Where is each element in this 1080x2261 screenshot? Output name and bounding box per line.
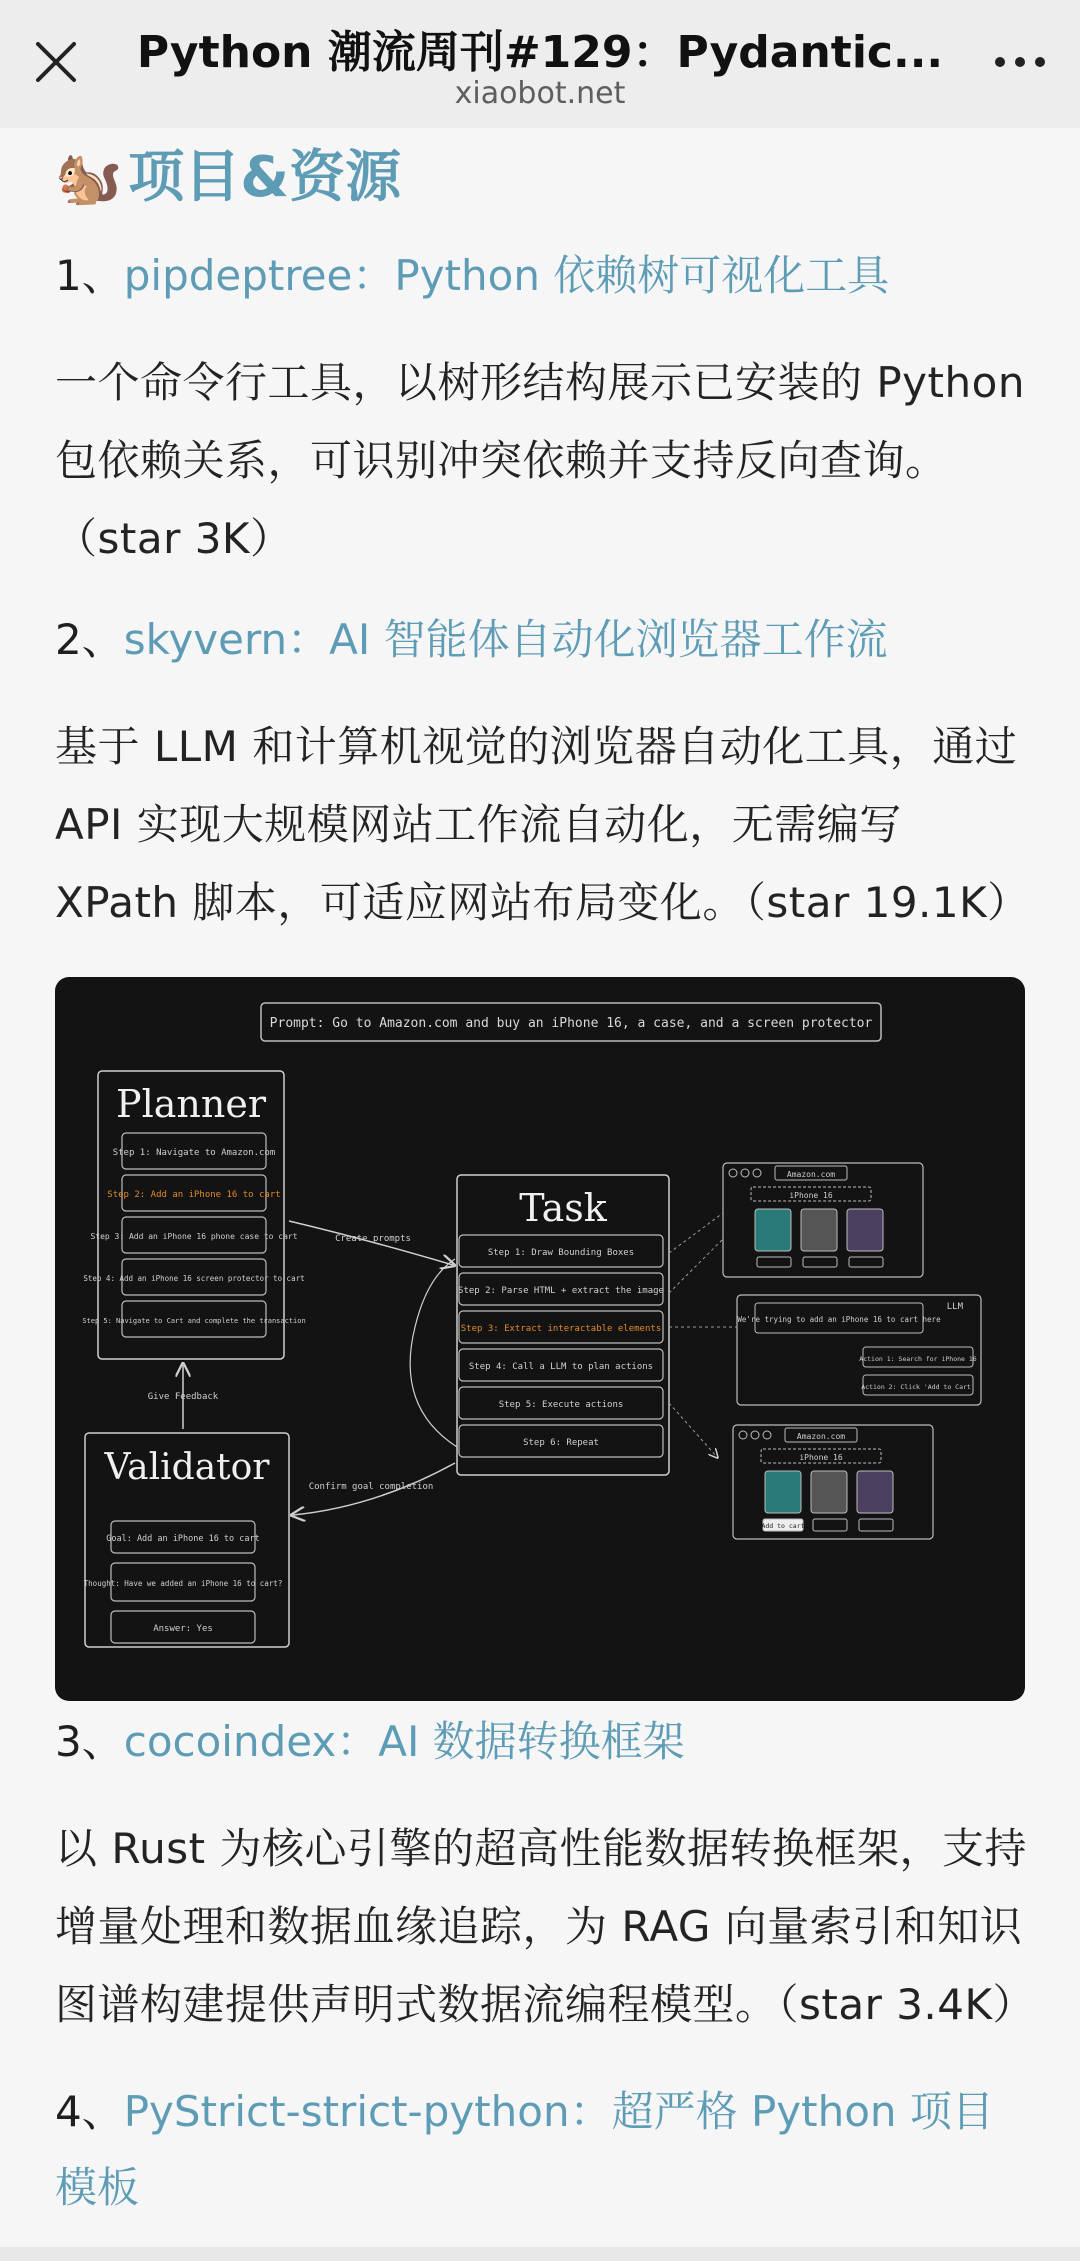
section-heading [55, 128, 1035, 238]
task-steps [458, 1235, 664, 1457]
validator-line: Goal: Add an iPhone 16 to cart [106, 1534, 260, 1544]
dashed-connector [669, 1213, 723, 1253]
article-content-2 [55, 1712, 1035, 2226]
item-link-pipdeptree[interactable]: pipdeptree：Python 依赖树可视化工具 [123, 251, 890, 300]
article-content [55, 128, 1035, 942]
llm-label: LLM [946, 1302, 963, 1312]
item-desc-line: 基于 LLM 和计算机视觉的浏览器自动化工具，通过 [55, 722, 1018, 771]
item-desc-line: API 实现大规模网站工作流自动化，无需编写 [55, 800, 902, 849]
item-link-cocoindex[interactable]: cocoindex：AI 数据转换框架 [123, 1717, 685, 1766]
item-desc-line: 以 Rust 为核心引擎的超高性能数据转换框架，支持 [55, 1824, 1027, 1873]
llm-box [737, 1295, 981, 1405]
planner-step-highlight: Step 2: Add an iPhone 16 to cart [107, 1190, 281, 1200]
planner-step: Step 5: Navigate to Cart and complete the transaction [82, 1317, 306, 1325]
item-heading-cont [55, 2150, 1035, 2226]
close-button[interactable] [24, 30, 88, 94]
item-link-skyvern[interactable]: skyvern：AI 智能体自动化浏览器工作流 [123, 615, 888, 664]
item-desc-line: （star 3K） [55, 514, 293, 563]
prompt-text: Prompt: Go to Amazon.com and buy an iPhone 16, a case, and a screen protector [269, 1016, 873, 1031]
phone-teal [755, 1209, 791, 1251]
item-number: 2、 [55, 615, 124, 664]
loop-arc [410, 1259, 457, 1447]
item-number: 3、 [55, 1717, 124, 1766]
item-link-pystrict[interactable]: PyStrict-strict-python：超严格 Python 项目 [123, 2087, 994, 2136]
item-1 [55, 246, 1035, 578]
item-desc-line: 一个命令行工具，以树形结构展示已安装的 Python [55, 358, 1025, 407]
planner-step: Step 4: Add an iPhone 16 screen protector to cart [83, 1274, 305, 1283]
item-link-pystrict-cont[interactable]: 模板 [55, 2163, 140, 2212]
amazon-label: Amazon.com [796, 1432, 846, 1441]
validator-title: Validator [104, 1447, 270, 1488]
item-heading [55, 246, 1035, 306]
more-button[interactable] [980, 30, 1060, 94]
create-prompts-label: Create prompts [335, 1234, 411, 1244]
task-step: Step 2: Parse HTML + extract the image [458, 1286, 664, 1296]
planner-step: Step 3: Add an iPhone 16 phone case to cart [90, 1232, 298, 1241]
bottom-strip [0, 2247, 1080, 2261]
item-desc-line: 包依赖关系，可识别冲突依赖并支持反向查询。 [55, 436, 948, 485]
action-2: Action 2: Click 'Add to Cart' [861, 1383, 975, 1391]
top-bar [0, 0, 1080, 128]
task-step: Step 1: Draw Bounding Boxes [487, 1248, 635, 1258]
squirrel-icon: 🐿️ [55, 146, 123, 209]
more-icon [992, 54, 1048, 70]
browser-window-1 [723, 1163, 923, 1277]
planner-step: Step 1: Navigate to Amazon.com [112, 1148, 276, 1158]
item-heading [55, 610, 1035, 670]
item-heading [55, 1712, 1035, 1772]
item-2 [55, 610, 1035, 942]
item-4 [55, 2074, 1035, 2226]
iphone-label: iPhone 16 [799, 1453, 843, 1462]
planner-steps [82, 1133, 305, 1337]
phone-purple [857, 1471, 893, 1513]
confirm-goal-label: Confirm goal completion [308, 1482, 434, 1492]
item-number: 1、 [55, 251, 124, 300]
task-step: Step 5: Execute actions [498, 1400, 624, 1410]
browser-window-2 [733, 1425, 933, 1539]
item-desc-line: 图谱构建提供声明式数据流编程模型。（star 3.4K） [55, 1980, 1036, 2029]
item-3 [55, 1712, 1035, 2044]
item-desc-line: 增量处理和数据血缘追踪，为 RAG 向量索引和知识 [55, 1902, 1023, 1951]
task-step: Step 6: Repeat [523, 1438, 599, 1448]
llm-message: We're trying to add an iPhone 16 to cart here [737, 1315, 941, 1324]
validator-line: Thought: Have we added an iPhone 16 to cart? [83, 1579, 283, 1588]
task-step-highlight: Step 3: Extract interactable elements [460, 1324, 662, 1334]
diagram-svg [55, 977, 1025, 1701]
skyvern-diagram[interactable] [55, 977, 1025, 1701]
dashed-connector [669, 1403, 717, 1457]
page-title: Python 潮流周刊#129：Pydantic... [136, 27, 944, 78]
validator-line: Answer: Yes [153, 1624, 213, 1634]
item-number: 4、 [55, 2087, 124, 2136]
close-icon [34, 40, 78, 84]
phone-gray [811, 1471, 847, 1513]
give-feedback-label: Give Feedback [147, 1392, 219, 1402]
section-title: 项目&资源 [128, 145, 402, 210]
iphone-label: iPhone 16 [789, 1191, 833, 1200]
task-step: Step 4: Call a LLM to plan actions [468, 1362, 654, 1372]
validator-lines [84, 1521, 283, 1643]
amazon-label: Amazon.com [786, 1170, 836, 1179]
phone-gray [801, 1209, 837, 1251]
phone-teal [765, 1471, 801, 1513]
phone-purple [847, 1209, 883, 1251]
action-1: Action 1: Search for iPhone 16 [859, 1355, 977, 1363]
add-to-cart-label: Add to cart [761, 1522, 805, 1530]
planner-title: Planner [116, 1082, 266, 1126]
dashed-connector [669, 1239, 723, 1293]
item-heading [55, 2074, 1035, 2150]
task-title: Task [519, 1186, 607, 1230]
item-desc-line: XPath 脚本，可适应网站布局变化。（star 19.1K） [55, 878, 1030, 927]
page-domain: xiaobot.net [454, 76, 626, 111]
